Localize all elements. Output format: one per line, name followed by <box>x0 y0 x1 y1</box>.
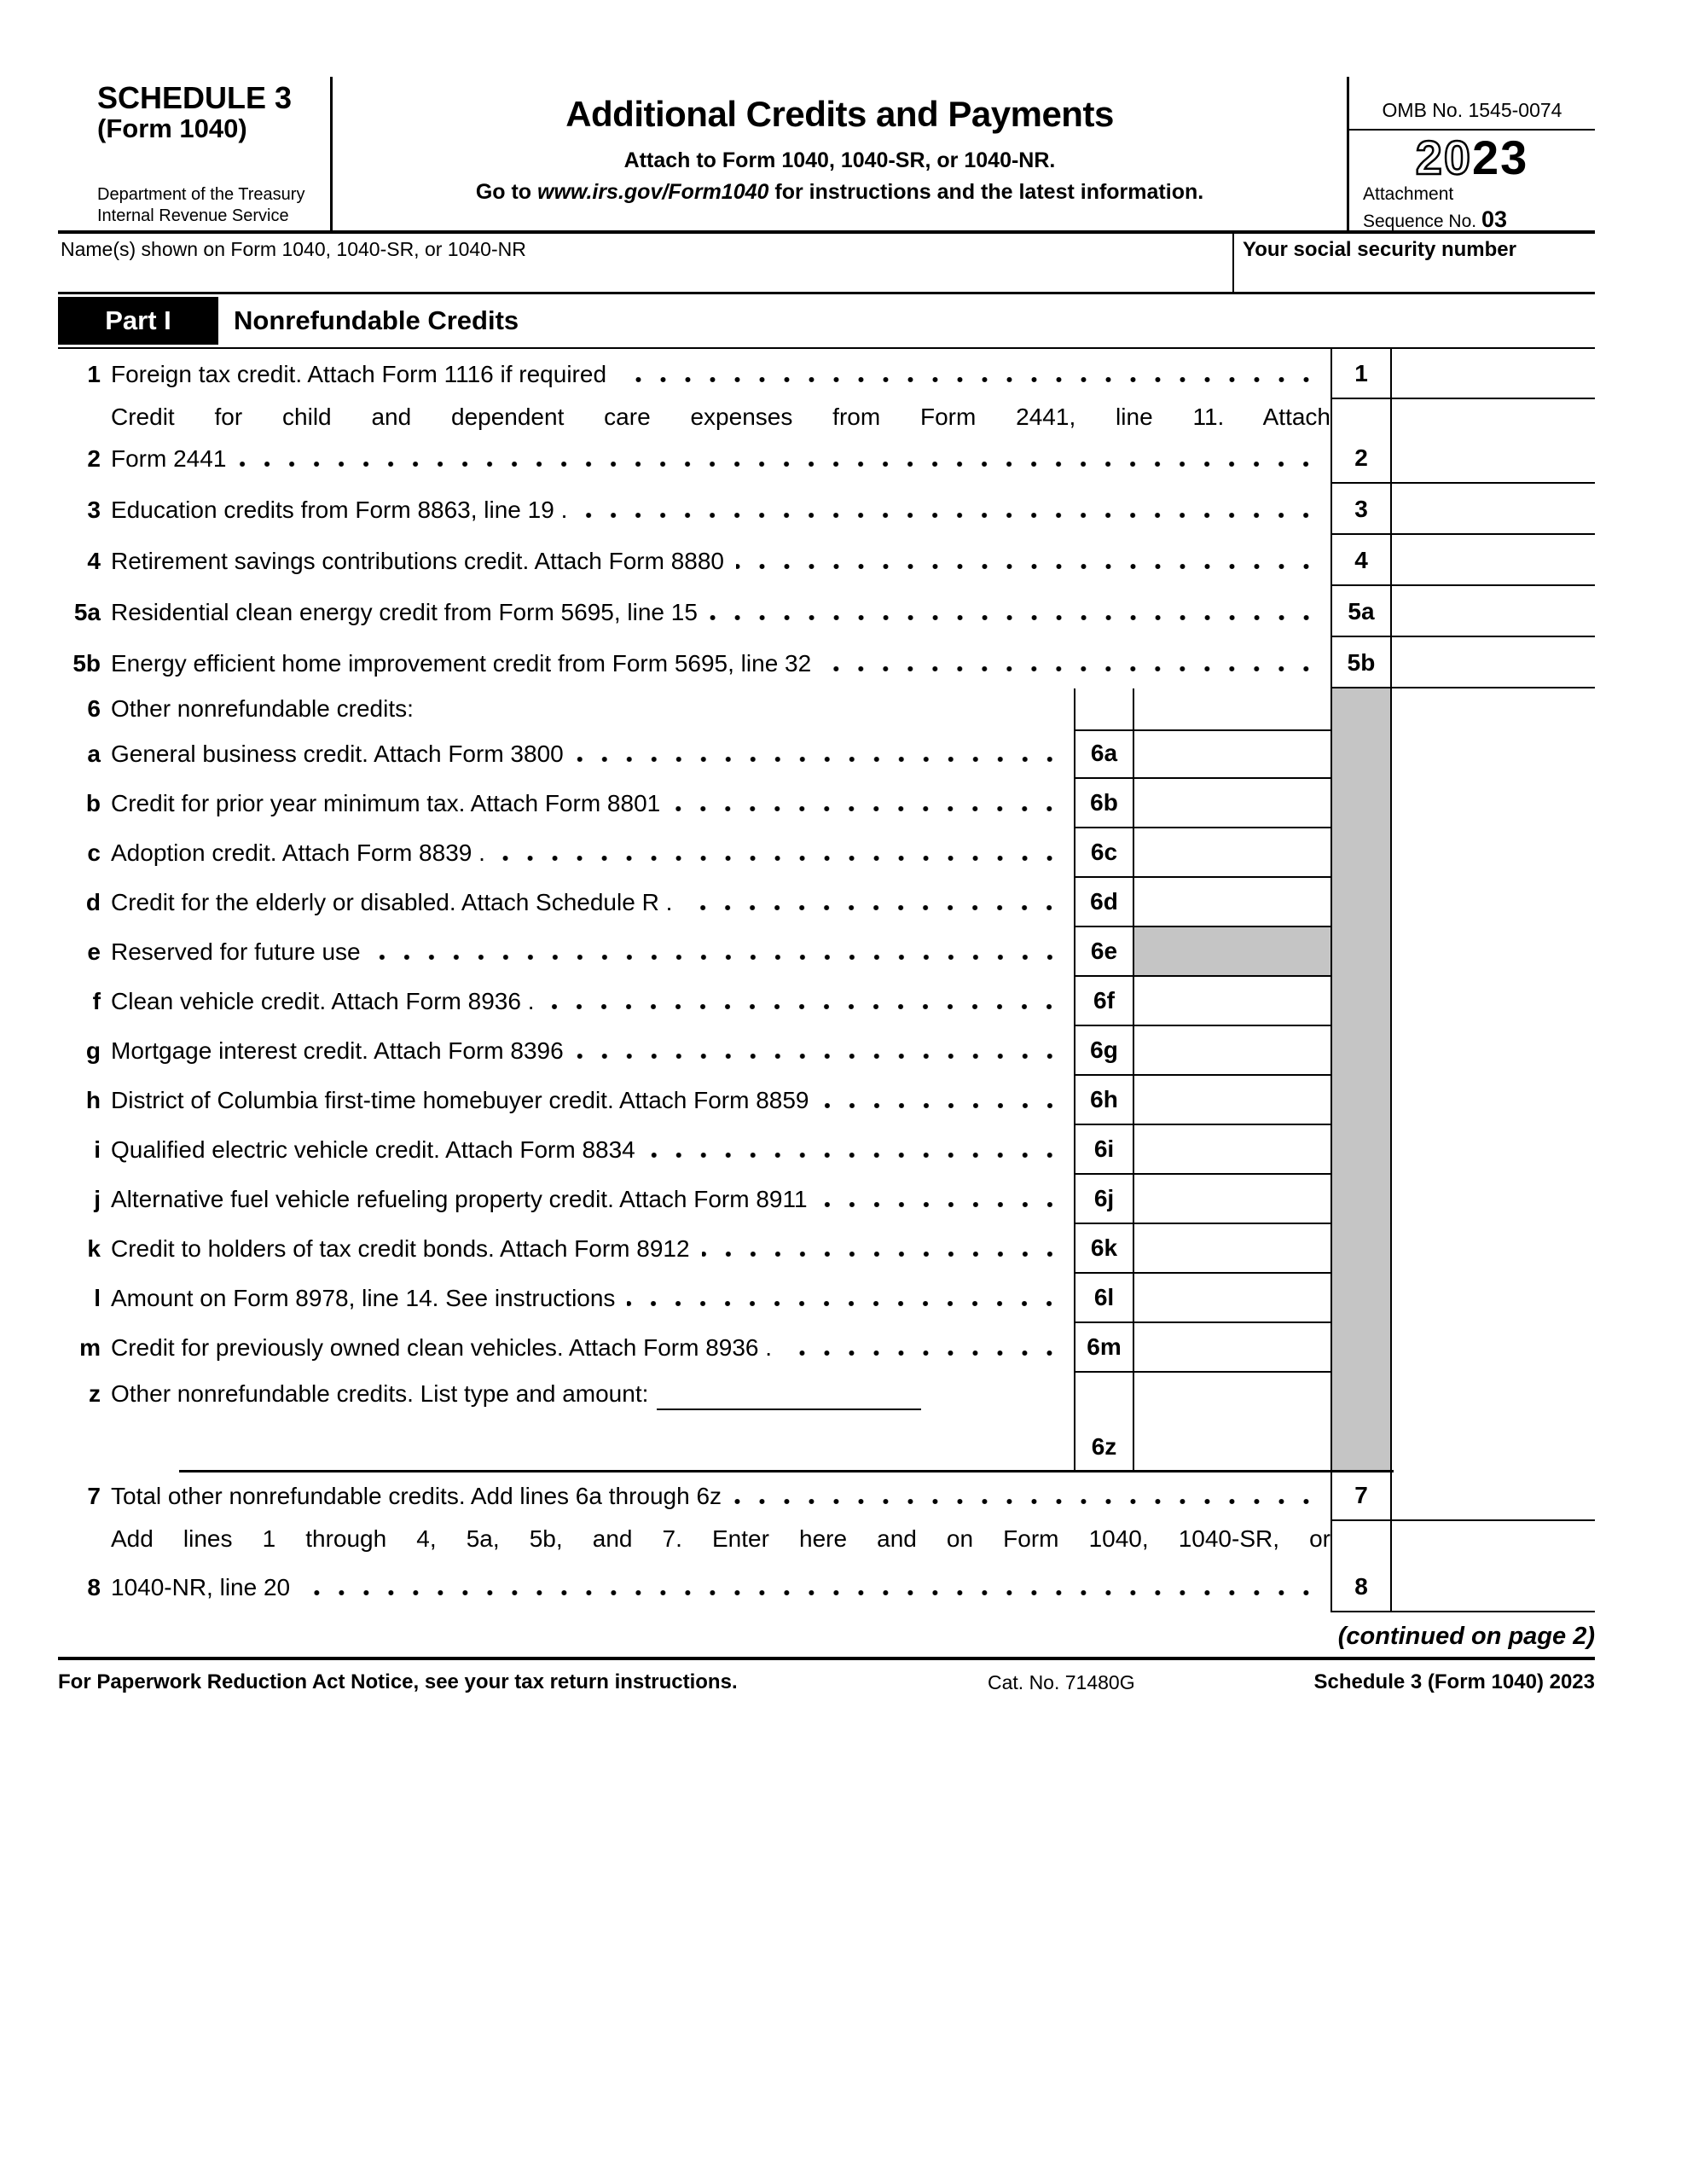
shaded-column <box>1330 927 1392 977</box>
part1-title: Nonrefundable Credits <box>234 305 519 335</box>
line-number: 6 <box>87 694 101 722</box>
dot-leader <box>618 377 1319 382</box>
table-row-line-5b <box>58 637 1595 688</box>
goto-instruction <box>333 180 1347 205</box>
ssn-label: Your social security number <box>1243 238 1516 261</box>
line-6c-box-label: 6c <box>1074 828 1134 878</box>
line-label: General business credit. Attach Form 3800 <box>111 741 564 768</box>
ssn-field[interactable] <box>1232 234 1595 292</box>
shaded-column <box>1330 1026 1392 1076</box>
line-label: Qualified electric vehicle credit. Attach Form 8834 <box>111 1136 635 1164</box>
line-number: 8 <box>87 1574 101 1601</box>
dot-leader <box>784 1350 1062 1356</box>
line-number: g <box>85 1037 101 1065</box>
line-number: f <box>92 988 101 1015</box>
goto-prefix: Go to <box>475 180 538 204</box>
shaded-column <box>1330 729 1392 779</box>
attach-instruction: Attach to Form 1040, 1040-SR, or 1040-NR. <box>623 148 1056 172</box>
paperwork-notice: For Paperwork Reduction Act Notice, see your tax return instructions. <box>58 1670 738 1693</box>
line-6z-box-label: 6z <box>1074 1373 1134 1472</box>
line-number: d <box>85 889 101 916</box>
shaded-column <box>1330 1274 1392 1323</box>
line-label: Credit for the elderly or disabled. Attach Schedule R . <box>111 889 673 916</box>
line-1-amount-field[interactable] <box>1392 349 1595 399</box>
line-6i-box-label: 6i <box>1074 1125 1134 1175</box>
line-6k-amount-field[interactable] <box>1134 1224 1332 1274</box>
dot-leader <box>823 666 1319 671</box>
table-row-line-4 <box>58 535 1595 586</box>
line-3-box-label: 3 <box>1330 484 1392 535</box>
line-label: Amount on Form 8978, line 14. See instructions <box>111 1285 616 1312</box>
table-row-line-6a <box>58 729 1595 779</box>
line-label: 1040-NR, line 20 <box>111 1574 291 1601</box>
line-number: 2 <box>87 445 101 473</box>
form-title: Additional Credits and Payments <box>565 94 1114 134</box>
credits-table <box>58 347 1595 1612</box>
line-6f-box-label: 6f <box>1074 977 1134 1026</box>
dot-leader <box>579 513 1319 518</box>
line-4-amount-field[interactable] <box>1392 535 1595 586</box>
line-5b-box-label: 5b <box>1330 637 1392 688</box>
dot-leader <box>647 1153 1062 1158</box>
line-number: k <box>87 1235 101 1263</box>
line-label: Foreign tax credit. Attach Form 1116 if required <box>111 361 607 388</box>
line-6m-box-label: 6m <box>1074 1323 1134 1373</box>
table-row-line-5a <box>58 586 1595 637</box>
table-row-line-6e <box>58 927 1595 977</box>
line-6d-box-label: 6d <box>1074 878 1134 927</box>
tax-year-bold: 23 <box>1472 131 1529 184</box>
line-label: Residential clean energy credit from Form 5695, line 15 <box>111 599 698 626</box>
line-number: m <box>79 1334 101 1362</box>
table-row-line-6 <box>58 688 1595 729</box>
table-row-line-6z <box>58 1373 1595 1472</box>
line-number: z <box>89 1380 101 1407</box>
shaded-column <box>1330 977 1392 1026</box>
line-6e-amount-field <box>1134 927 1332 977</box>
header-center-block <box>333 77 1349 230</box>
dot-leader <box>820 1202 1062 1207</box>
line-4-box-label: 4 <box>1330 535 1392 586</box>
header-right-block <box>1349 77 1595 233</box>
line-6k-box-label: 6k <box>1074 1224 1134 1274</box>
line-1-box-label: 1 <box>1330 349 1392 399</box>
line-label: Total other nonrefundable credits. Add lines 6a through 6z <box>111 1483 722 1510</box>
shaded-column <box>1330 1373 1392 1472</box>
inner-table-columns <box>1074 688 1134 729</box>
header-left-block <box>58 77 333 230</box>
line-label: Mortgage interest credit. Attach Form 8396 <box>111 1037 564 1065</box>
dot-leader <box>821 1103 1062 1108</box>
name-field[interactable] <box>58 234 1232 292</box>
table-row-line-6m <box>58 1323 1595 1373</box>
line-label: Credit for prior year minimum tax. Attach Form 8801 <box>111 790 661 817</box>
attachment-sequence <box>1349 183 1595 235</box>
dot-leader <box>684 905 1062 910</box>
table-row-line-1 <box>58 349 1595 399</box>
dot-leader <box>302 1590 1319 1595</box>
line-label: Clean vehicle credit. Attach Form 8936 . <box>111 988 535 1015</box>
part1-label-badge: Part I <box>58 297 218 345</box>
line-number: 7 <box>87 1483 101 1510</box>
table-row-line-7 <box>58 1472 1595 1521</box>
agency-line2: Internal Revenue Service <box>97 206 289 225</box>
line-number: 3 <box>87 497 101 524</box>
line-5b-amount-field[interactable] <box>1392 637 1595 688</box>
dot-leader <box>672 806 1062 811</box>
line-number: 4 <box>87 548 101 575</box>
line-6g-amount-field[interactable] <box>1134 1026 1332 1076</box>
dot-leader <box>710 615 1319 620</box>
agency-name <box>97 184 330 227</box>
line-6c-amount-field[interactable] <box>1134 828 1332 878</box>
line-5a-amount-field[interactable] <box>1392 586 1595 637</box>
shaded-column <box>1330 779 1392 828</box>
tax-year-outline: 20 <box>1415 131 1472 184</box>
table-row-line-6i <box>58 1125 1595 1175</box>
line-number: 5a <box>73 599 101 626</box>
line-number: 1 <box>87 361 101 388</box>
line-label: Form 2441 <box>111 445 227 473</box>
identity-row <box>58 230 1595 294</box>
line-number: e <box>87 938 101 966</box>
line-label: Adoption credit. Attach Form 8839 . <box>111 839 485 867</box>
dot-leader <box>627 1301 1062 1306</box>
line-8-label-line1: Add lines 1 through 4, 5a, 5b, and 7. Enter here and on Form 1040, 1040-SR, or <box>111 1525 1330 1552</box>
dot-leader <box>373 955 1062 960</box>
table-row-line-6c <box>58 828 1595 878</box>
footer-form-id: Schedule 3 (Form 1040) 2023 <box>1313 1670 1595 1693</box>
table-row-line-6l <box>58 1274 1595 1323</box>
shaded-column <box>1330 1323 1392 1373</box>
continued-note: (continued on page 2) <box>1337 1623 1595 1650</box>
line-label: Education credits from Form 8863, line 19 . <box>111 497 568 524</box>
line-6a-box-label: 6a <box>1074 729 1134 779</box>
irs-url-link[interactable]: www.irs.gov/Form1040 <box>537 180 769 204</box>
sequence-number: 03 <box>1481 206 1507 233</box>
line-6b-amount-field[interactable] <box>1134 779 1332 828</box>
table-row-line-2 <box>58 399 1595 484</box>
dot-leader <box>733 1499 1319 1504</box>
line-6h-box-label: 6h <box>1074 1076 1134 1125</box>
line-6m-amount-field[interactable] <box>1134 1323 1332 1373</box>
shaded-column <box>1330 688 1392 729</box>
line-label: Alternative fuel vehicle refueling property credit. Attach Form 8911 <box>111 1186 808 1213</box>
line-2-box-label: 2 <box>1330 399 1392 484</box>
table-row-line-6f <box>58 977 1595 1026</box>
line-6e-box-label: 6e <box>1074 927 1134 977</box>
goto-suffix: for instructions and the latest information. <box>768 180 1204 204</box>
table-row-line-6j <box>58 1175 1595 1224</box>
line-label: Energy efficient home improvement credit from Form 5695, line 32 <box>111 650 812 677</box>
line-6f-amount-field[interactable] <box>1134 977 1332 1026</box>
catalog-number: Cat. No. 71480G <box>988 1671 1135 1693</box>
shaded-column <box>1330 1224 1392 1274</box>
line-label: Other nonrefundable credits. List type and amount: <box>111 1380 649 1407</box>
dot-leader <box>546 1004 1062 1009</box>
shaded-column <box>1330 1076 1392 1125</box>
footer-rule <box>58 1657 1595 1660</box>
line-8-amount-field[interactable] <box>1392 1521 1595 1612</box>
line-6i-amount-field[interactable] <box>1134 1125 1332 1175</box>
form-header <box>58 77 1595 233</box>
line-2-label-line1: Credit for child and dependent care expenses from Form 2441, line 11. Attach <box>111 404 1330 430</box>
line-3-amount-field[interactable] <box>1392 484 1595 535</box>
line-7-box-label: 7 <box>1330 1472 1392 1521</box>
line-number: h <box>85 1087 101 1114</box>
line-label: Retirement savings contributions credit. Attach Form 8880 <box>111 548 725 575</box>
line-label: Other nonrefundable credits: <box>111 694 414 722</box>
line-6j-box-label: 6j <box>1074 1175 1134 1224</box>
shaded-column <box>1330 828 1392 878</box>
line-2-amount-field[interactable] <box>1392 399 1595 484</box>
dot-leader <box>736 564 1319 569</box>
line-6z-amount-field[interactable] <box>1134 1373 1332 1472</box>
name-label: Name(s) shown on Form 1040, 1040-SR, or 1040-NR <box>61 238 526 260</box>
part1-header-bar <box>58 297 1595 345</box>
tax-year <box>1349 131 1595 184</box>
line-6l-box-label: 6l <box>1074 1274 1134 1323</box>
shaded-column <box>1330 878 1392 927</box>
line-number: j <box>94 1186 101 1213</box>
omb-number: OMB No. 1545-0074 <box>1349 77 1595 131</box>
dot-leader <box>576 757 1062 762</box>
form-number: (Form 1040) <box>97 113 247 143</box>
table-row-line-6b <box>58 779 1595 828</box>
line-label: Credit to holders of tax credit bonds. Attach Form 8912 <box>111 1235 690 1263</box>
line-6l-amount-field[interactable] <box>1134 1274 1332 1323</box>
line-6a-amount-field[interactable] <box>1134 729 1332 779</box>
line-6j-amount-field[interactable] <box>1134 1175 1332 1224</box>
line-6g-box-label: 6g <box>1074 1026 1134 1076</box>
line-6h-amount-field[interactable] <box>1134 1076 1332 1125</box>
shaded-column <box>1330 1125 1392 1175</box>
line-number: a <box>87 741 101 768</box>
dot-leader <box>497 856 1062 861</box>
table-row-line-6h <box>58 1076 1595 1125</box>
dot-leader <box>702 1252 1062 1257</box>
footer <box>58 1670 1595 1701</box>
dot-leader <box>576 1054 1062 1059</box>
line-number: i <box>94 1136 101 1164</box>
line-number: c <box>87 839 101 867</box>
table-row-line-6g <box>58 1026 1595 1076</box>
line-label: Reserved for future use <box>111 938 361 966</box>
shaded-column <box>1330 1175 1392 1224</box>
line-8-box-label: 8 <box>1330 1521 1392 1612</box>
line-label: Credit for previously owned clean vehicles. Attach Form 8936 . <box>111 1334 773 1362</box>
line-label: District of Columbia first-time homebuyer credit. Attach Form 8859 <box>111 1087 809 1114</box>
line-number: b <box>85 790 101 817</box>
table-row-line-6d <box>58 878 1595 927</box>
line-5a-box-label: 5a <box>1330 586 1392 637</box>
line-number: 5b <box>72 650 101 677</box>
schedule-number: SCHEDULE 3 <box>97 80 293 115</box>
attachment-label: Attachment <box>1363 184 1454 204</box>
table-row-line-8 <box>58 1521 1595 1612</box>
line-6d-amount-field[interactable] <box>1134 878 1332 927</box>
dot-leader <box>238 462 1319 467</box>
line-6b-box-label: 6b <box>1074 779 1134 828</box>
table-row-line-3 <box>58 484 1595 535</box>
sequence-label: Sequence No. <box>1363 212 1481 232</box>
line-number: l <box>94 1285 101 1312</box>
agency-line1: Department of the Treasury <box>97 185 305 204</box>
line-6z-type-writein-field[interactable] <box>657 1381 921 1410</box>
line-7-amount-field[interactable] <box>1392 1472 1595 1521</box>
table-row-line-6k <box>58 1224 1595 1274</box>
